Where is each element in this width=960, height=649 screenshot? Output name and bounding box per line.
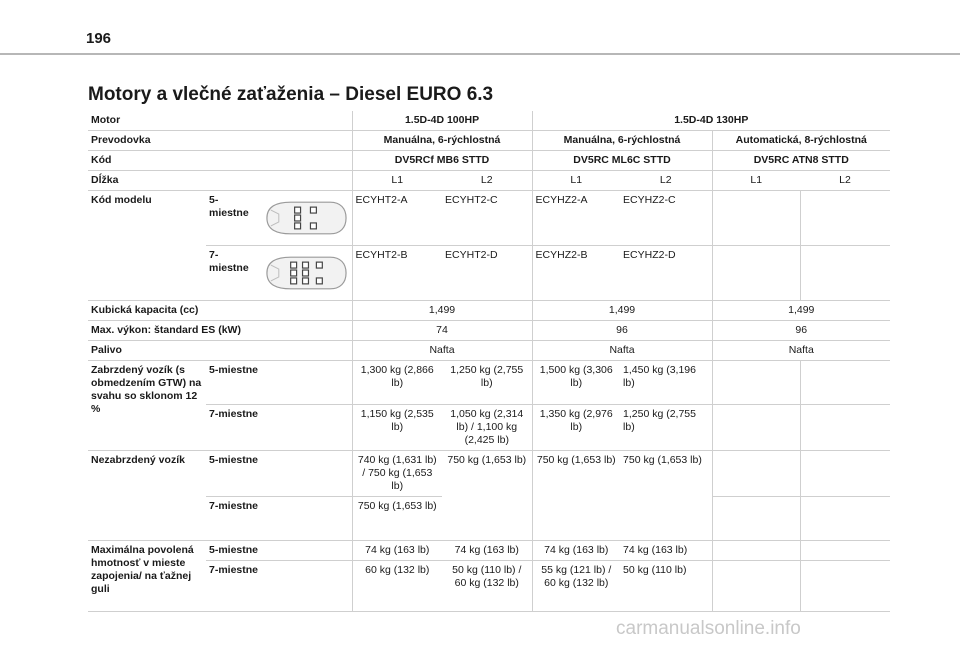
model-code-cell: ECYHT2-C bbox=[442, 191, 532, 246]
empty-cell bbox=[800, 361, 890, 405]
length-cell: L1 bbox=[712, 171, 800, 191]
unbraked-cell: 740 kg (1,631 lb) / 750 kg (1,653 lb) bbox=[352, 451, 442, 497]
empty-cell bbox=[712, 246, 800, 301]
empty-cell bbox=[712, 561, 800, 612]
empty-cell bbox=[712, 497, 800, 541]
hitch-cell: 74 kg (163 lb) bbox=[442, 541, 532, 561]
model-code-cell: ECYHZ2-C bbox=[620, 191, 712, 246]
braked-cell: 1,150 kg (2,535 lb) bbox=[352, 405, 442, 451]
watermark: carmanualsonline.info bbox=[616, 618, 801, 639]
braked-label: Zabrzdený vozík (s obmedzením GTW) na svahu so sklonom 12 % bbox=[88, 361, 206, 451]
hitch-label: Maximálna povolená hmotnosť v mieste zapojenia/ na ťažnej guli bbox=[88, 541, 206, 612]
length-cell: L2 bbox=[620, 171, 712, 191]
braked-cell: 1,300 kg (2,866 lb) bbox=[352, 361, 442, 405]
row-motor bbox=[88, 111, 890, 131]
row-power bbox=[88, 321, 890, 341]
length-cell: L1 bbox=[352, 171, 442, 191]
empty-cell bbox=[800, 541, 890, 561]
length-cell: L1 bbox=[532, 171, 620, 191]
car-7-seat-icon bbox=[261, 255, 348, 291]
hitch-cell: 60 kg (132 lb) bbox=[352, 561, 442, 612]
hitch-seat5: 5-miestne bbox=[206, 541, 352, 561]
page-title: Motory a vlečné zaťaženia – Diesel EURO 6.3 bbox=[88, 84, 494, 105]
fuel-label: Palivo bbox=[88, 341, 352, 361]
model-code-cell: ECYHT2-B bbox=[352, 246, 442, 301]
row-braked-5 bbox=[88, 361, 890, 405]
row-fuel bbox=[88, 341, 890, 361]
row-model-code-7 bbox=[88, 246, 890, 301]
capacity-cell: 1,499 bbox=[712, 301, 890, 321]
hitch-cell: 74 kg (163 lb) bbox=[352, 541, 442, 561]
length-cell: L2 bbox=[442, 171, 532, 191]
model-code-label: Kód modelu bbox=[88, 191, 206, 301]
engine-130hp: 1.5D-4D 130HP bbox=[532, 111, 890, 131]
empty-cell bbox=[712, 541, 800, 561]
seat-cell-5 bbox=[206, 191, 352, 246]
code-col1: DV5RCf MB6 STTD bbox=[352, 151, 532, 171]
header-rule bbox=[0, 53, 960, 55]
unbraked-seat5: 5-miestne bbox=[206, 451, 352, 497]
seat7-label: 7-miestne bbox=[209, 249, 249, 274]
braked-seat5: 5-miestne bbox=[206, 361, 352, 405]
page-number: 196 bbox=[86, 30, 112, 47]
seat5-label: 5-miestne bbox=[209, 194, 249, 219]
motor-label: Motor bbox=[88, 111, 352, 131]
model-code-cell: ECYHT2-A bbox=[352, 191, 442, 246]
empty-cell bbox=[712, 405, 800, 451]
engine-100hp: 1.5D-4D 100HP bbox=[352, 111, 532, 131]
unbraked-cell: 750 kg (1,653 lb) bbox=[620, 451, 712, 541]
row-capacity bbox=[88, 301, 890, 321]
seat-cell-7 bbox=[206, 246, 352, 301]
engine-spec-table bbox=[88, 111, 890, 612]
braked-seat7: 7-miestne bbox=[206, 405, 352, 451]
code-label: Kód bbox=[88, 151, 352, 171]
gearbox-col2: Manuálna, 6-rýchlostná bbox=[532, 131, 712, 151]
braked-cell: 1,250 kg (2,755 lb) bbox=[442, 361, 532, 405]
braked-cell: 1,450 kg (3,196 lb) bbox=[620, 361, 712, 405]
hitch-seat7: 7-miestne bbox=[206, 561, 352, 612]
empty-cell bbox=[800, 451, 890, 497]
row-unbraked-5 bbox=[88, 451, 890, 497]
model-code-cell: ECYHZ2-B bbox=[532, 246, 620, 301]
hitch-cell: 55 kg (121 lb) / 60 kg (132 lb) bbox=[532, 561, 620, 612]
length-cell: L2 bbox=[800, 171, 890, 191]
braked-cell: 1,250 kg (2,755 lb) bbox=[620, 405, 712, 451]
car-5-seat-icon bbox=[261, 200, 348, 236]
code-col3: DV5RC ATN8 STTD bbox=[712, 151, 890, 171]
unbraked-label: Nezabrzdený vozík bbox=[88, 451, 206, 541]
capacity-cell: 1,499 bbox=[352, 301, 532, 321]
model-code-cell: ECYHZ2-A bbox=[532, 191, 620, 246]
capacity-cell: 1,499 bbox=[532, 301, 712, 321]
braked-cell: 1,350 kg (2,976 lb) bbox=[532, 405, 620, 451]
hitch-cell: 50 kg (110 lb) / 60 kg (132 lb) bbox=[442, 561, 532, 612]
hitch-cell: 74 kg (163 lb) bbox=[532, 541, 620, 561]
row-gearbox bbox=[88, 131, 890, 151]
empty-cell bbox=[800, 191, 890, 246]
unbraked-cell: 750 kg (1,653 lb) bbox=[442, 451, 532, 541]
unbraked-cell: 750 kg (1,653 lb) bbox=[352, 497, 442, 541]
fuel-cell: Nafta bbox=[352, 341, 532, 361]
empty-cell bbox=[800, 405, 890, 451]
code-col2: DV5RC ML6C STTD bbox=[532, 151, 712, 171]
model-code-cell: ECYHZ2-D bbox=[620, 246, 712, 301]
braked-cell: 1,050 kg (2,314 lb) / 1,100 kg (2,425 lb) bbox=[442, 405, 532, 451]
gearbox-col3: Automatická, 8-rýchlostná bbox=[712, 131, 890, 151]
gearbox-col1: Manuálna, 6-rýchlostná bbox=[352, 131, 532, 151]
braked-cell: 1,500 kg (3,306 lb) bbox=[532, 361, 620, 405]
power-cell: 96 bbox=[712, 321, 890, 341]
unbraked-seat7: 7-miestne bbox=[206, 497, 352, 541]
length-label: Dĺžka bbox=[88, 171, 352, 191]
empty-cell bbox=[712, 361, 800, 405]
empty-cell bbox=[800, 497, 890, 541]
row-length bbox=[88, 171, 890, 191]
row-model-code-5 bbox=[88, 191, 890, 246]
power-cell: 96 bbox=[532, 321, 712, 341]
empty-cell bbox=[712, 191, 800, 246]
unbraked-cell: 750 kg (1,653 lb) bbox=[532, 451, 620, 541]
capacity-label: Kubická kapacita (cc) bbox=[88, 301, 352, 321]
empty-cell bbox=[800, 246, 890, 301]
empty-cell bbox=[712, 451, 800, 497]
row-hitch-5 bbox=[88, 541, 890, 561]
row-braked-7 bbox=[88, 405, 890, 451]
power-label: Max. výkon: štandard ES (kW) bbox=[88, 321, 352, 341]
fuel-cell: Nafta bbox=[712, 341, 890, 361]
power-cell: 74 bbox=[352, 321, 532, 341]
gearbox-label: Prevodovka bbox=[88, 131, 352, 151]
row-code bbox=[88, 151, 890, 171]
fuel-cell: Nafta bbox=[532, 341, 712, 361]
row-hitch-7 bbox=[88, 561, 890, 612]
hitch-cell: 50 kg (110 lb) bbox=[620, 561, 712, 612]
model-code-cell: ECYHT2-D bbox=[442, 246, 532, 301]
hitch-cell: 74 kg (163 lb) bbox=[620, 541, 712, 561]
empty-cell bbox=[800, 561, 890, 612]
